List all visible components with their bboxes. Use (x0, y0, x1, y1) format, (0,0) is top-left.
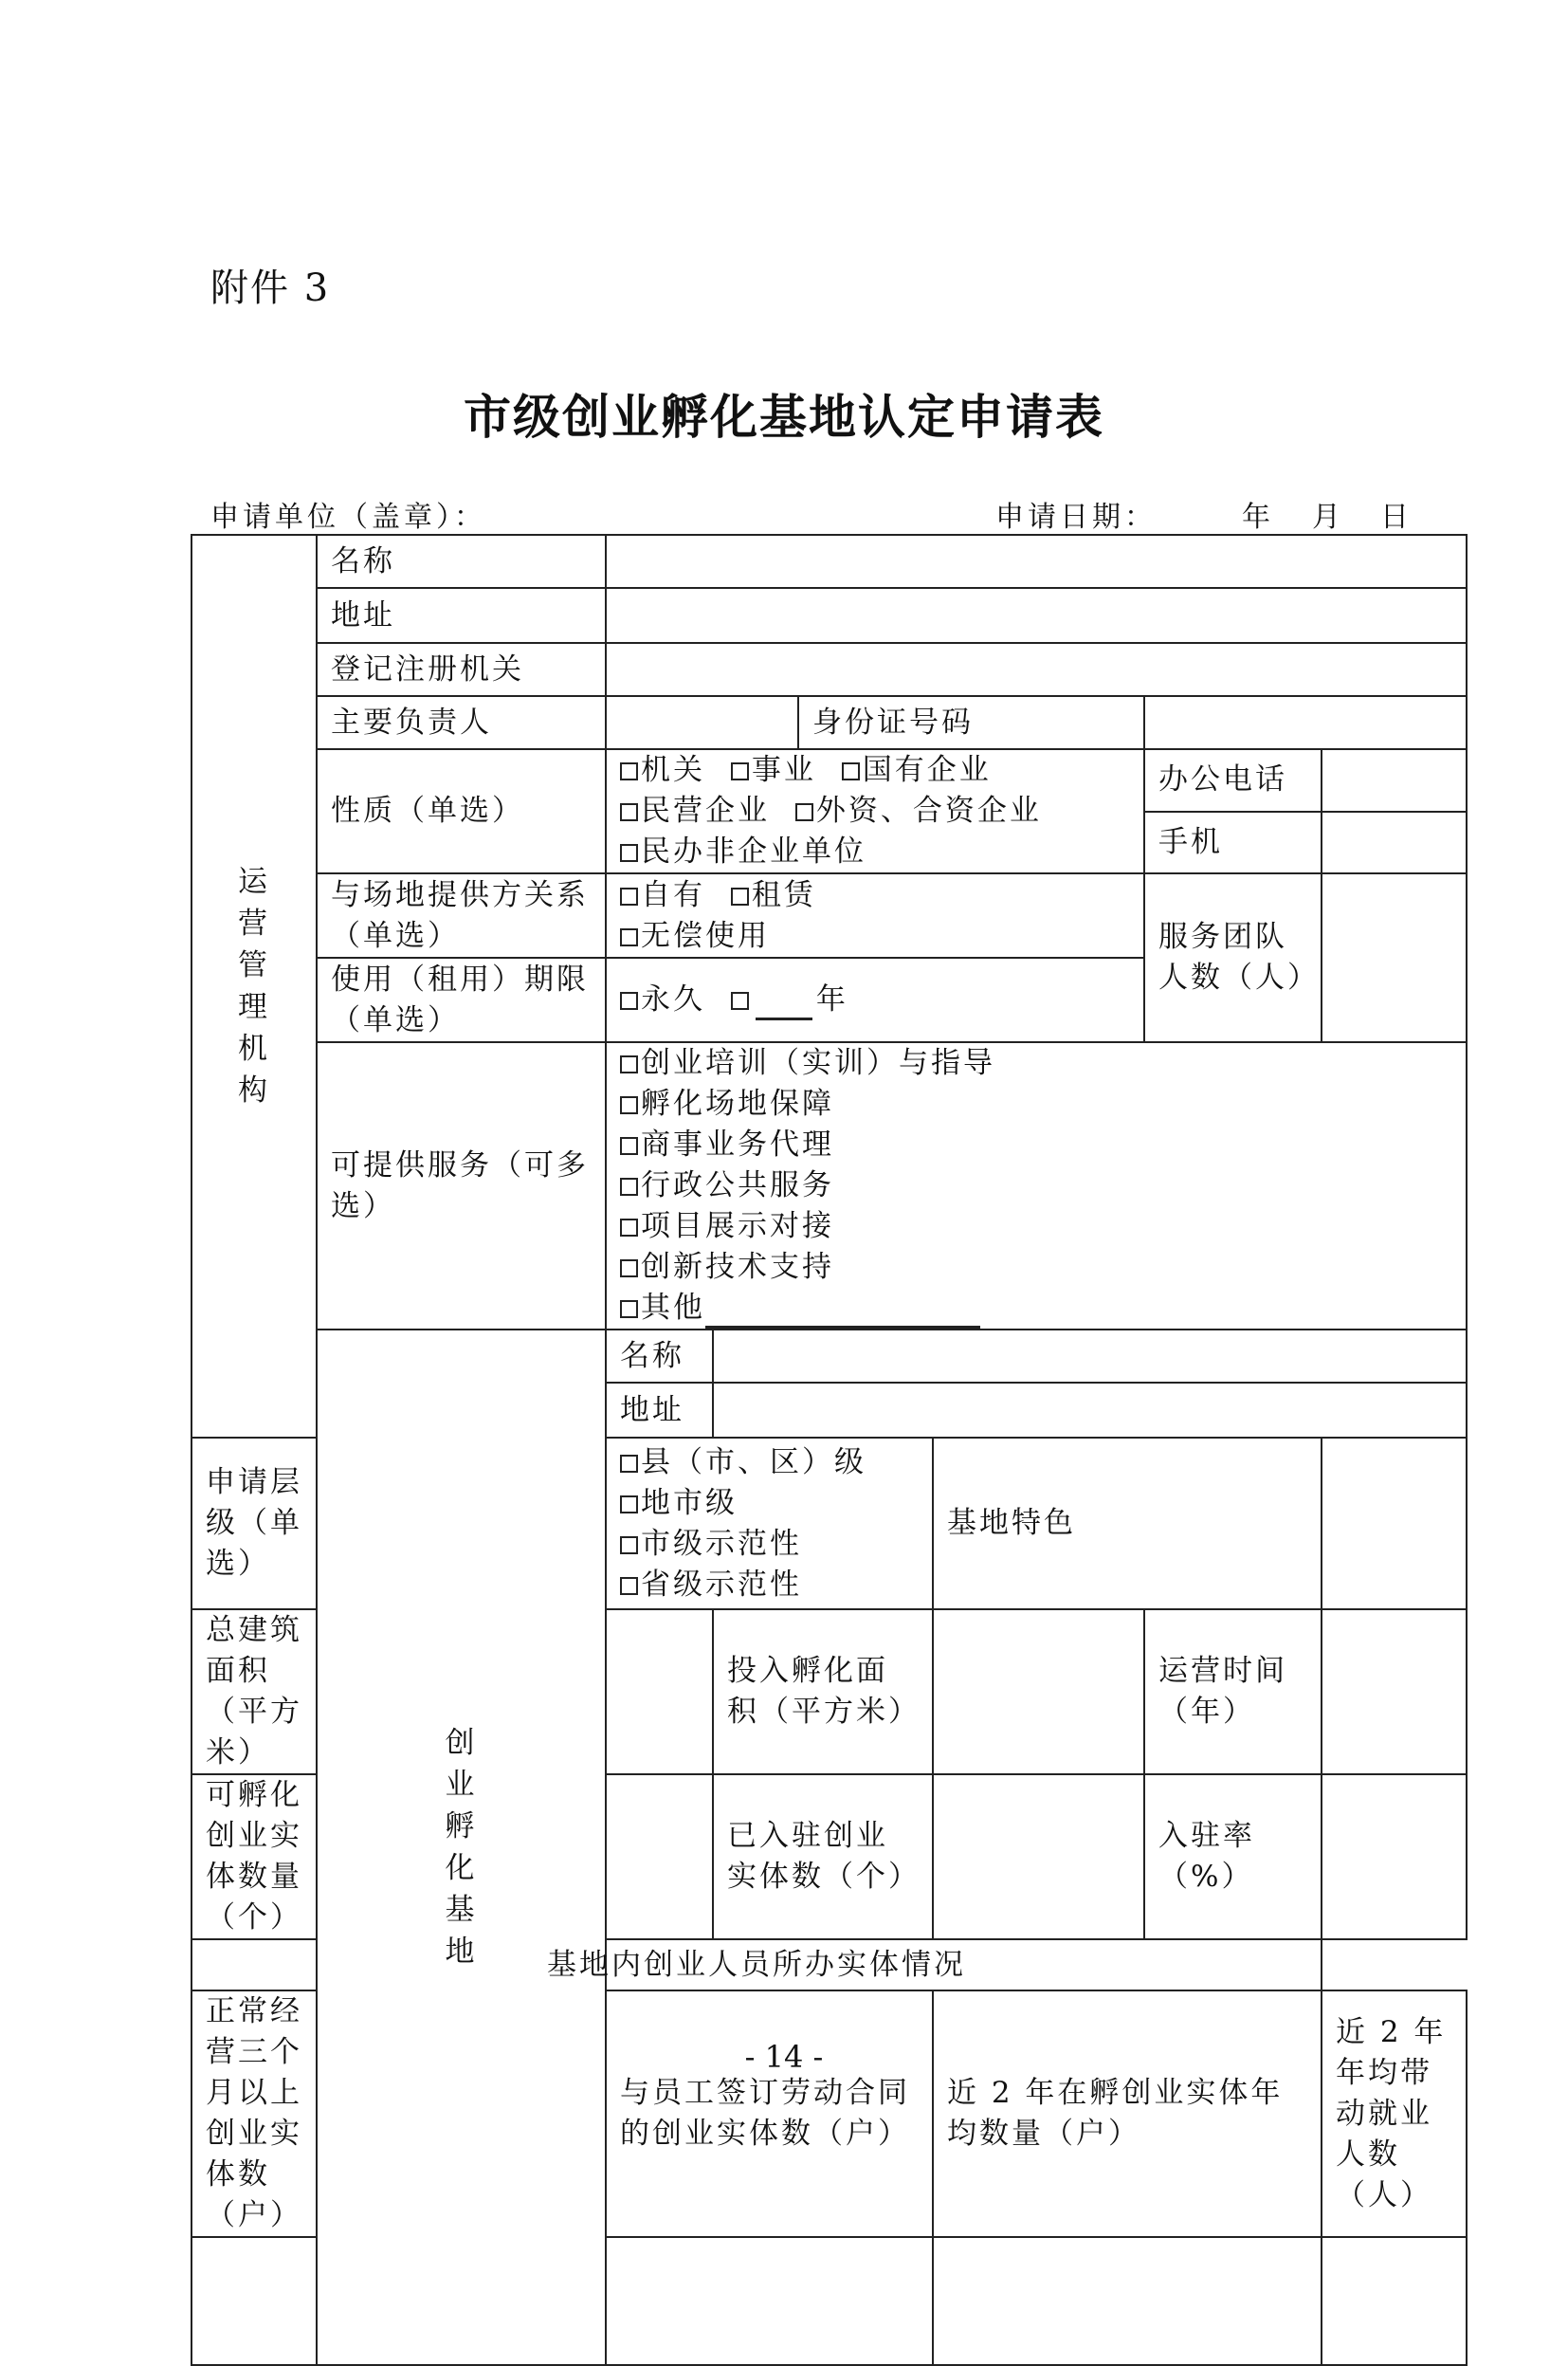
mobile-label: 手机 (1144, 812, 1322, 874)
checkbox-icon (731, 762, 749, 780)
office-phone-field[interactable] (1322, 749, 1467, 812)
registration-authority-field[interactable] (606, 643, 1467, 696)
service-option[interactable]: 创业培训（实训）与指导 (620, 1043, 1452, 1084)
checkbox-icon (620, 1455, 638, 1473)
contract-entities-field[interactable] (606, 2237, 933, 2365)
col-employment-label: 近 2 年年均带动就业人数（人） (1322, 1990, 1467, 2237)
service-option[interactable]: 行政公共服务 (620, 1165, 1452, 1206)
term-option-years[interactable]: 年 (731, 982, 848, 1017)
operator-address-field[interactable] (606, 588, 1467, 643)
base-address-label: 地址 (606, 1383, 713, 1438)
checkbox-icon (620, 888, 638, 906)
applicant-label: 申请单位（盖章）： (210, 501, 486, 534)
services-label: 可提供服务（可多选） (317, 1042, 606, 1330)
checkbox-icon (731, 992, 749, 1010)
checkbox-icon (842, 762, 860, 780)
capacity-field[interactable] (606, 1774, 713, 1939)
level-option[interactable]: 地市级 (620, 1483, 919, 1524)
principal-field[interactable] (606, 696, 798, 749)
checkbox-icon (620, 803, 638, 821)
service-option[interactable]: 创新技术支持 (620, 1247, 1452, 1288)
checkbox-icon (620, 762, 638, 780)
checkbox-icon (731, 888, 749, 906)
date-year: 年 (1242, 501, 1274, 534)
site-relation-options (606, 873, 1144, 958)
checkbox-icon (620, 928, 638, 946)
registration-authority-label: 登记注册机关 (317, 643, 606, 696)
section-operator-label: 运 营 管 理 机 构 (191, 535, 317, 1438)
site-relation-label: 与场地提供方关系（单选） (317, 873, 606, 958)
service-option[interactable]: 项目展示对接 (620, 1206, 1452, 1247)
section-base-label: 创 业 孵 化 基 地 (317, 1330, 606, 2365)
level-option[interactable]: 省级示范性 (620, 1565, 919, 1605)
incubation-area-field[interactable] (933, 1609, 1144, 1774)
level-option[interactable]: 市级示范性 (620, 1524, 919, 1565)
total-area-field[interactable] (606, 1609, 713, 1774)
date-day: 日 (1380, 501, 1413, 534)
date-month: 月 (1312, 501, 1344, 534)
base-name-field[interactable] (713, 1330, 1467, 1383)
occupancy-field[interactable] (1322, 1774, 1467, 1939)
id-number-field[interactable] (1144, 696, 1467, 749)
checkbox-icon (620, 1219, 638, 1237)
base-name-label: 名称 (606, 1330, 713, 1383)
checkbox-icon (795, 803, 813, 821)
team-size-label: 服务团队人数（人） (1144, 873, 1322, 1042)
features-field[interactable] (1322, 1438, 1467, 1609)
checkbox-icon (620, 844, 638, 862)
checkbox-icon (620, 1259, 638, 1277)
service-option[interactable]: 其他 (620, 1288, 1452, 1329)
checkbox-icon (620, 1536, 638, 1554)
checkbox-icon (620, 1178, 638, 1196)
site-relation-option[interactable]: 自有 (620, 878, 705, 912)
service-option[interactable]: 孵化场地保障 (620, 1084, 1452, 1125)
col-incubated-entities-label: 近 2 年在孵创业实体年均数量（户） (933, 1990, 1322, 2237)
mobile-field[interactable] (1322, 812, 1467, 874)
level-option[interactable]: 县（市、区）级 (620, 1442, 919, 1483)
nature-label: 性质（单选） (317, 749, 606, 873)
id-number-label: 身份证号码 (798, 696, 1144, 749)
incubated-entities-field[interactable] (933, 2237, 1322, 2365)
application-form-table (191, 534, 1468, 2366)
incubation-area-label: 投入孵化面积（平方米） (713, 1609, 933, 1774)
col-contract-entities-label: 与员工签订劳动合同的创业实体数（户） (606, 1990, 933, 2237)
level-options (606, 1438, 933, 1609)
services-options (606, 1042, 1467, 1330)
other-service-blank[interactable] (705, 1301, 980, 1329)
service-option[interactable]: 商事业务代理 (620, 1125, 1452, 1165)
term-options (606, 958, 1144, 1042)
application-date (995, 493, 1413, 535)
operation-time-label: 运营时间（年） (1144, 1609, 1322, 1774)
operator-name-field[interactable] (606, 535, 1467, 588)
checkbox-icon (620, 992, 638, 1010)
settled-field[interactable] (933, 1774, 1144, 1939)
base-address-field[interactable] (713, 1383, 1467, 1438)
nature-options (606, 749, 1144, 873)
operation-time-field[interactable] (1322, 1609, 1467, 1774)
operator-name-label: 名称 (317, 535, 606, 588)
term-years-blank[interactable] (756, 993, 812, 1020)
site-relation-option[interactable]: 无偿使用 (620, 916, 1130, 957)
checkbox-icon (620, 1096, 638, 1114)
nature-option[interactable]: 国有企业 (842, 753, 992, 787)
nature-option[interactable]: 民营企业 (620, 794, 770, 828)
occupancy-label: 入驻率（%） (1144, 1774, 1322, 1939)
operating-entities-field[interactable] (191, 2237, 317, 2365)
operator-address-label: 地址 (317, 588, 606, 643)
level-label: 申请层级（单选） (191, 1438, 317, 1609)
checkbox-icon (620, 1495, 638, 1513)
principal-label: 主要负责人 (317, 696, 606, 749)
term-option-permanent[interactable]: 永久 (620, 982, 705, 1017)
settled-label: 已入驻创业实体数（个） (713, 1774, 933, 1939)
nature-option[interactable]: 民办非企业单位 (620, 832, 1130, 872)
checkbox-icon (620, 1577, 638, 1595)
total-area-label: 总建筑面积（平方米） (191, 1609, 317, 1774)
employment-field[interactable] (1322, 2237, 1467, 2365)
nature-option[interactable]: 机关 (620, 753, 705, 787)
page-number: - 14 - (744, 2039, 824, 2075)
office-phone-label: 办公电话 (1144, 749, 1322, 812)
site-relation-option[interactable]: 租赁 (731, 878, 816, 912)
nature-option[interactable]: 事业 (731, 753, 816, 787)
attachment-label: 附件 3 (210, 266, 331, 310)
capacity-label: 可孵化创业实体数量（个） (191, 1774, 317, 1939)
checkbox-icon (620, 1055, 638, 1073)
checkbox-icon (620, 1300, 638, 1318)
date-label: 申请日期： (995, 501, 1157, 534)
entities-header: 基地内创业人员所办实体情况 (191, 1939, 1322, 1990)
checkbox-icon (620, 1137, 638, 1155)
features-label: 基地特色 (933, 1438, 1322, 1609)
col-operating-entities-label: 正常经营三个月以上创业实体数（户） (191, 1990, 317, 2237)
term-label: 使用（租用）期限（单选） (317, 958, 606, 1042)
team-size-field[interactable] (1322, 873, 1467, 1042)
form-title: 市级创业孵化基地认定申请表 (464, 389, 1104, 445)
nature-option[interactable]: 外资、合资企业 (795, 794, 1042, 828)
